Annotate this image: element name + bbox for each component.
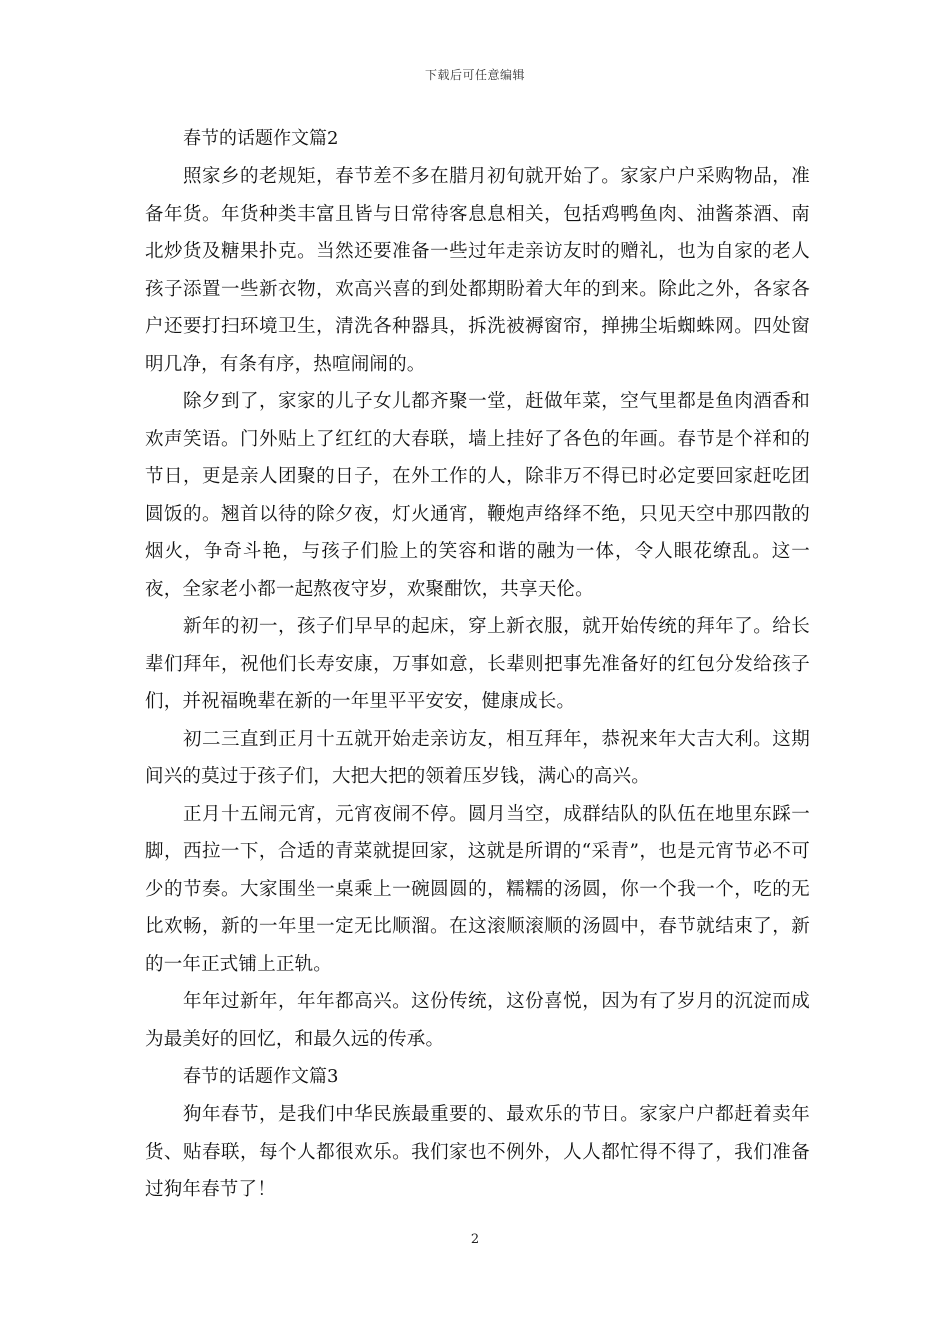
page-number: 2	[470, 1232, 480, 1247]
paragraph: 除夕到了，家家的儿子女儿都齐聚一堂，赶做年菜，空气里都是鱼肉酒香和欢声笑语。门外贴上了红红的大春联，墙上挂好了各色的年画。春节是个祥和的节日，更是亲人团聚的日子，在外工作的人，除非万不得已时必定要回家赶吃团圆饭的。翘首以待的除夕夜，灯火通宵，鞭炮声络绎不绝，只见天空中那四散的烟火，争奇斗艳，与孩子们脸上的笑容和谐的融为一体，令人眼花缭乱。这一夜，全家老小都一起熬夜守岁，欢聚酣饮，共享天伦。	[145, 391, 810, 600]
paragraph: 初二三直到正月十五就开始走亲访友，相互拜年，恭祝来年大吉大利。这期间兴的莫过于孩子们，大把大把的领着压岁钱，满心的高兴。	[145, 728, 810, 787]
paragraph: 正月十五闹元宵，元宵夜闹不停。圆月当空，成群结队的队伍在地里东踩一脚，西拉一下，合适的青菜就提回家，这就是所谓的“采青”，也是元宵节必不可少的节奏。大家围坐一桌乘上一碗圆圆的，糯糯的汤圆，你一个我一个，吃的无比欢畅，新的一年里一定无比顺溜。在这滚顺滚顺的汤圆中，春节就结束了，新的一年正式铺上正轨。	[145, 803, 810, 975]
paragraph: 照家乡的老规矩，春节差不多在腊月初旬就开始了。家家户户采购物品，准备年货。年货种类丰富且皆与日常待客息息相关，包括鸡鸭鱼肉、油酱茶酒、南北炒货及糖果扑克。当然还要准备一些过年走亲访友时的赠礼，也为自家的老人孩子添置一些新衣物，欢高兴喜的到处都期盼着大年的到来。除此之外，各家各户还要打扫环境卫生，清洗各种器具，拆洗被褥窗帘，掸拂尘垢蜘蛛网。四处窗明几净，有条有序，热喧闹闹的。	[145, 166, 810, 375]
paragraph: 年年过新年，年年都高兴。这份传统，这份喜悦，因为有了岁月的沉淀而成为最美好的回忆，和最久远的传承。	[145, 991, 810, 1050]
header-note: 下载后可任意编辑	[424, 68, 525, 82]
paragraph: 狗年春节，是我们中华民族最重要的、最欢乐的节日。家家户户都赶着卖年货、贴春联，每个人都很欢乐。我们家也不例外，人人都忙得不得了，我们准备过狗年春节了！	[145, 1104, 810, 1200]
section-heading: 春节的话题作文篇3	[183, 1066, 339, 1087]
document-body	[145, 120, 810, 1209]
section-heading: 春节的话题作文篇2	[183, 128, 339, 149]
paragraph: 新年的初一，孩子们早早的起床，穿上新衣服，就开始传统的拜年了。给长辈们拜年，祝他们长寿安康，万事如意，长辈则把事先准备好的红包分发给孩子们，并祝福晚辈在新的一年里平平安安，健康成长。	[145, 616, 810, 712]
